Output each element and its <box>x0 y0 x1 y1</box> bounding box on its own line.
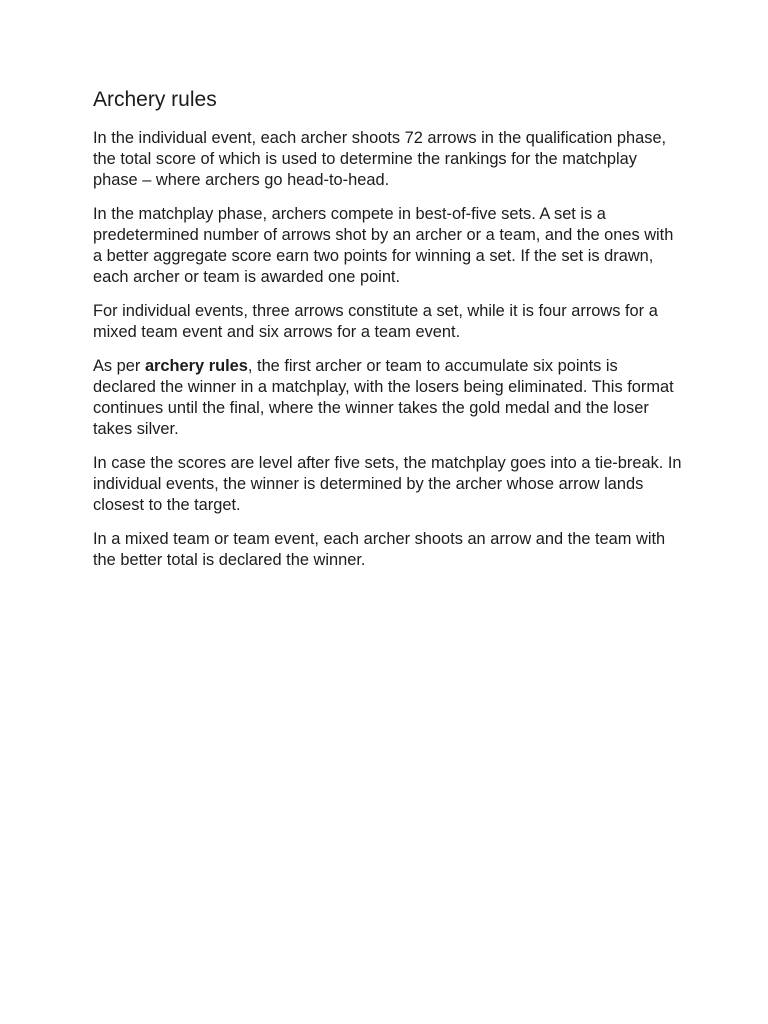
document-page <box>93 86 683 584</box>
paragraph-team-event: In a mixed team or team event, each archer shoots an arrow and the team with the better total is declared the winner. <box>93 530 666 569</box>
paragraph-set-composition: For individual events, three arrows constitute a set, while it is four arrows for a mixed team event and six arrows for a team event. <box>93 302 658 341</box>
paragraph-tie-break: In case the scores are level after five sets, the matchplay goes into a tie-break. In individual events, the winner is determined by the archer whose arrow lands closest to the target. <box>93 454 682 514</box>
paragraph-winner-rules-prefix: As per <box>93 357 145 375</box>
paragraph-matchplay: In the matchplay phase, archers compete in best-of-five sets. A set is a predetermined number of arrows shot by an archer or a team, and the ones with a better aggregate score earn two points for winning a set. If the set is drawn, each archer or team is awarded one point. <box>93 205 674 286</box>
paragraph-winner-rules <box>93 356 683 440</box>
archery-rules-bold-term: archery rules <box>144 357 248 375</box>
paragraph-qualification: In the individual event, each archer shoots 72 arrows in the qualification phase, the total score of which is used to determine the rankings for the matchplay phase – where archers go head-to-head. <box>93 129 667 189</box>
document-title: Archery rules <box>93 88 217 111</box>
paragraph-winner-rules-suffix: , the first archer or team to accumulate six points is declared the winner in a matchplay, with the losers being eliminated. This format continues until the final, where the winner takes the gold medal and the loser takes silver. <box>93 357 674 438</box>
